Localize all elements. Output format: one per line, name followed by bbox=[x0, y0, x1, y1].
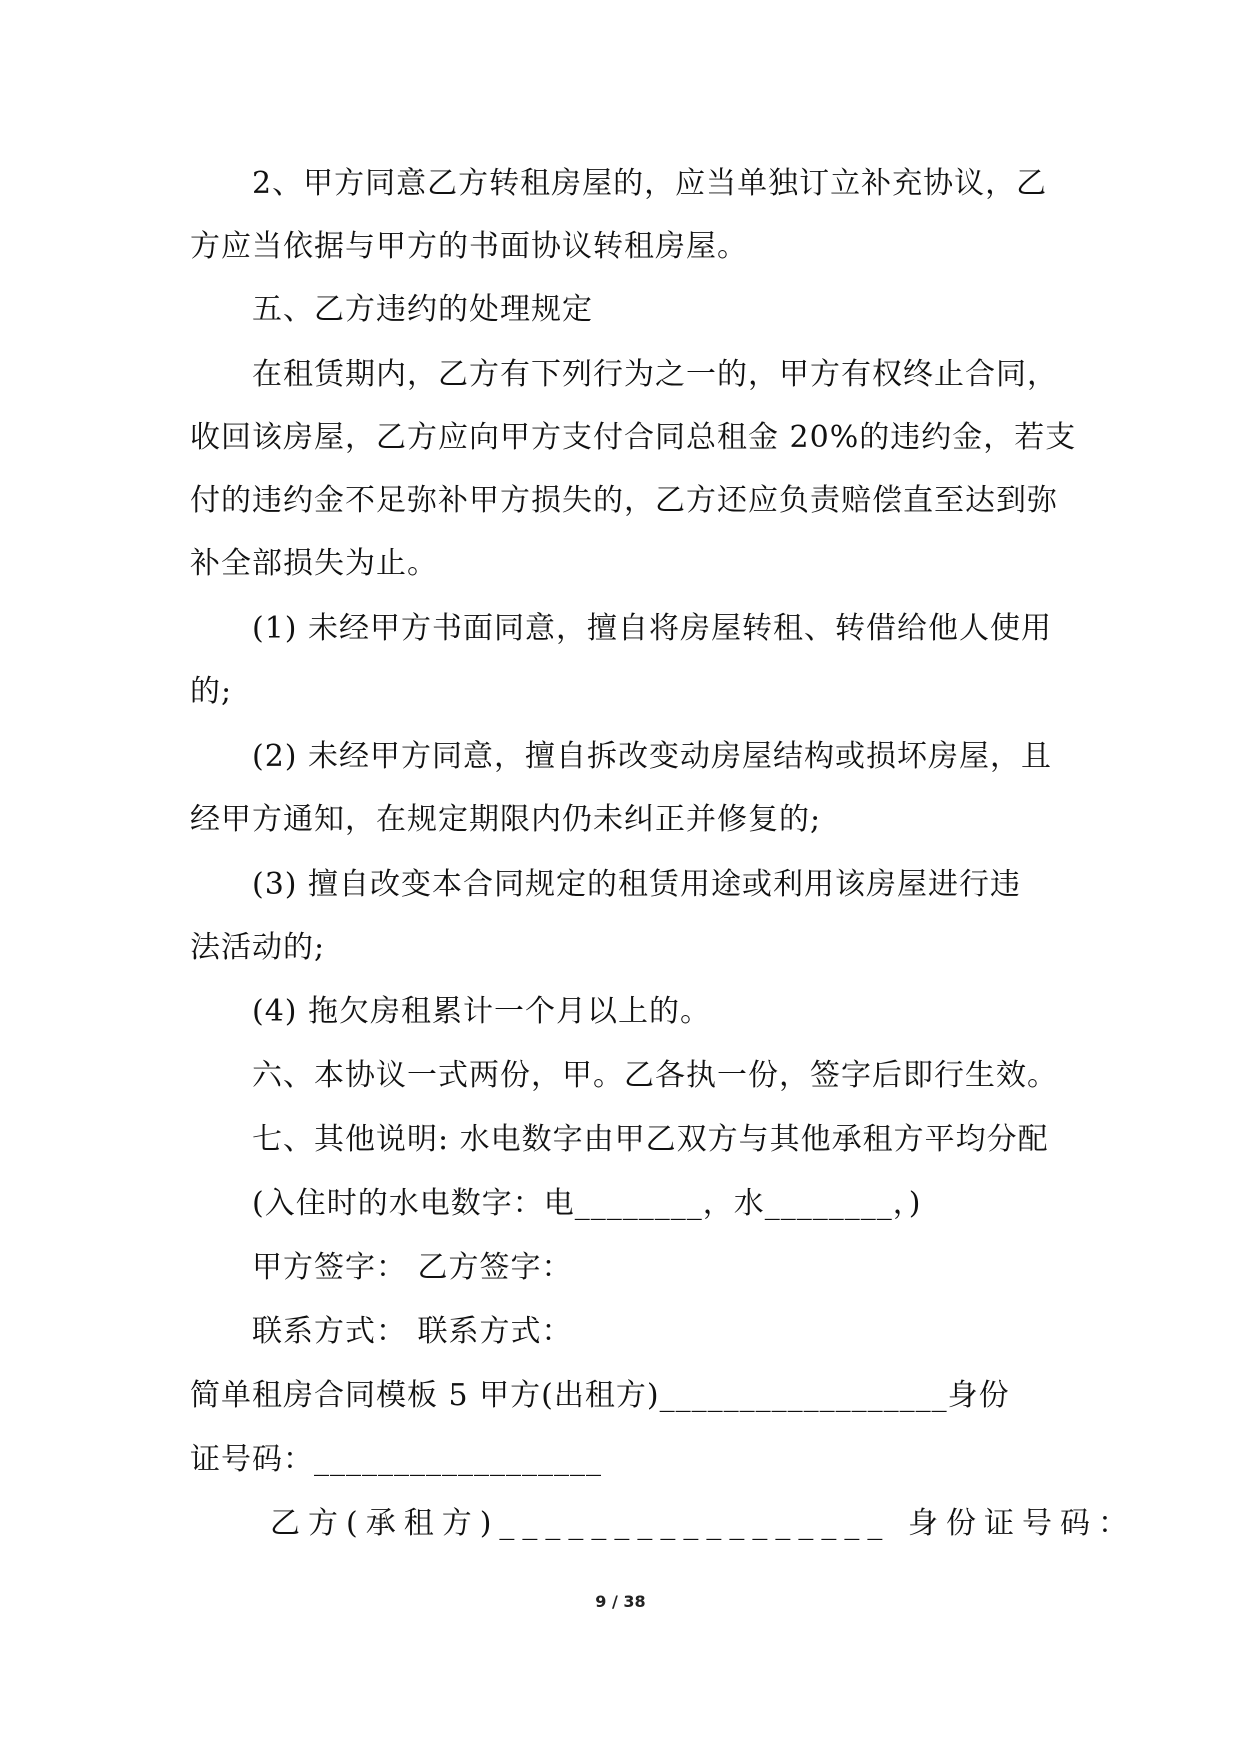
paragraph-line: 在租赁期内，乙方有下列行为之一的，甲方有权终止合同， bbox=[252, 357, 1058, 392]
list-item-line: (3) 擅自改变本合同规定的租赁用途或利用该房屋进行违 bbox=[252, 867, 1022, 902]
section-heading: 五、乙方违约的处理规定 bbox=[252, 292, 593, 327]
id-number-line: 证号码：__________________ bbox=[190, 1442, 602, 1477]
paragraph-line: 付的违约金不足弥补甲方损失的，乙方还应负责赔偿直至达到弥 bbox=[190, 483, 1058, 518]
paragraph-line: 收回该房屋，乙方应向甲方支付合同总租金 20%的违约金，若支 bbox=[190, 420, 1077, 455]
section-heading: 六、本协议一式两份，甲。乙各执一份，签字后即行生效。 bbox=[252, 1058, 1058, 1093]
list-item-line: (4) 拖欠房租累计一个月以上的。 bbox=[252, 994, 712, 1029]
list-item-line: 法活动的; bbox=[190, 930, 326, 965]
paragraph-line: 2、甲方同意乙方转租房屋的，应当单独订立补充协议，乙 bbox=[252, 166, 1048, 201]
paragraph-line: 补全部损失为止。 bbox=[190, 546, 438, 581]
paragraph-line: 方应当依据与甲方的书面协议转租房屋。 bbox=[190, 229, 748, 264]
signature-line: 甲方签字： 乙方签字： bbox=[252, 1250, 573, 1285]
list-item-line: (1) 未经甲方书面同意，擅自将房屋转租、转借给他人使用 bbox=[252, 611, 1053, 646]
list-item-line: (2) 未经甲方同意，擅自拆改变动房屋结构或损坏房屋，且 bbox=[252, 739, 1053, 774]
section-heading: 七、其他说明: 水电数字由甲乙双方与其他承租方平均分配 bbox=[252, 1122, 1049, 1157]
contact-line: 联系方式： 联系方式： bbox=[252, 1314, 573, 1349]
tenant-line: 乙方(承租方)_________________ 身份证号码： bbox=[270, 1506, 1136, 1541]
list-item-line: 经甲方通知，在规定期限内仍未纠正并修复的; bbox=[190, 802, 822, 837]
list-item-line: 的; bbox=[190, 674, 233, 709]
template-title-line: 简单租房合同模板 5 甲方(出租方)__________________身份 bbox=[190, 1378, 1010, 1413]
paragraph-line: (入住时的水电数字：电________，水________，) bbox=[252, 1186, 922, 1221]
page-number: 9 / 38 bbox=[595, 1592, 646, 1611]
